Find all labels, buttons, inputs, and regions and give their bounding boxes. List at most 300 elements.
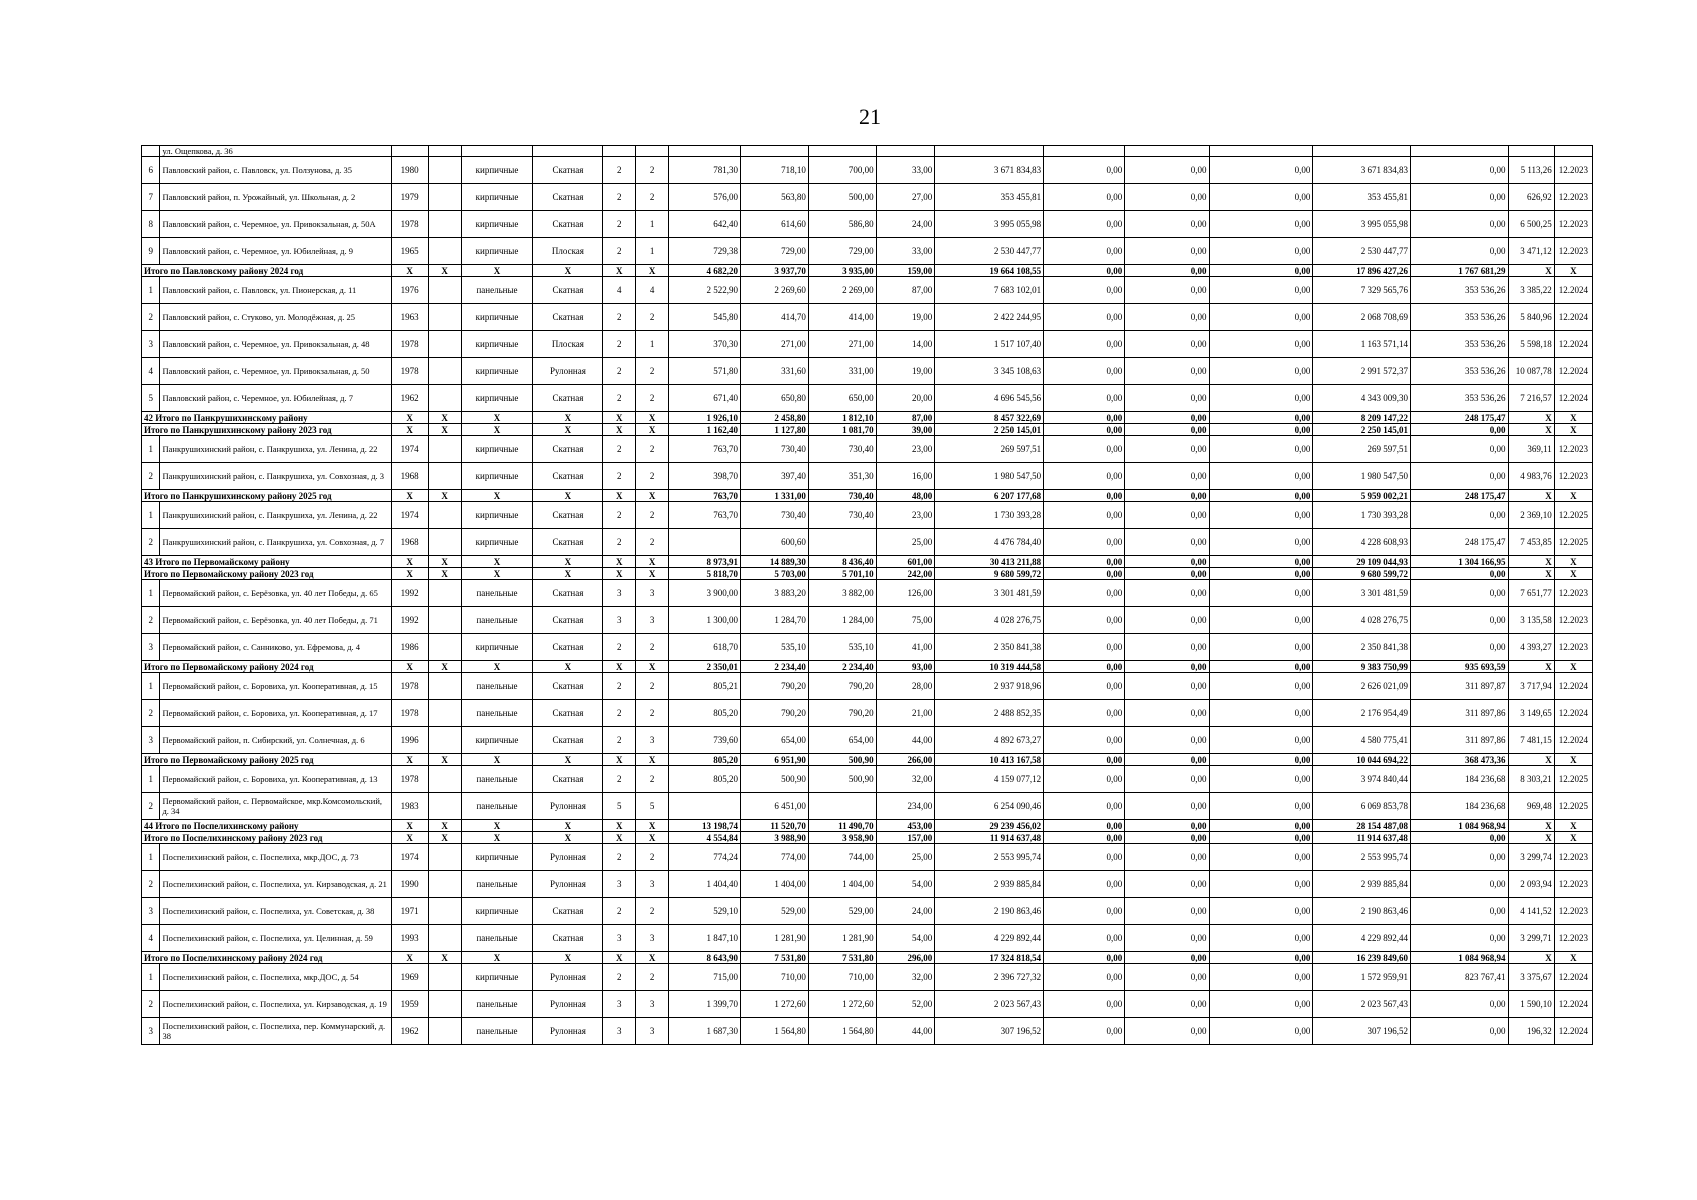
address-cell: Павловский район, с. Черемное, ул. Привокзальная, д. 50А: [160, 211, 391, 238]
cell-f3: 0,00: [1209, 385, 1313, 412]
cell-cost_total: 1 980 547,50: [935, 463, 1044, 490]
cell-entrances: 2: [636, 844, 669, 871]
cell-f5: 353 536,26: [1410, 304, 1508, 331]
cell-c3: X: [428, 952, 461, 964]
cell-cost_total: 17 324 818,54: [935, 952, 1044, 964]
cell-floors: 2: [603, 898, 636, 925]
cell-c3: [428, 898, 461, 925]
cell-cost_total: 10 319 444,58: [935, 661, 1044, 673]
cell-year: 1976: [391, 277, 428, 304]
cell-floors: X: [603, 490, 636, 502]
cell-f1: 0,00: [1044, 832, 1125, 844]
cell-f2: 0,00: [1125, 832, 1209, 844]
cell-entrances: 3: [636, 1018, 669, 1045]
cell-roof: Скатная: [533, 529, 603, 556]
cell-area_living: 790,20: [808, 673, 876, 700]
cell-roof: X: [533, 661, 603, 673]
cell-area_living: 654,00: [808, 727, 876, 754]
address-cell: Панкрушихинский район, с. Панкрушиха, ул. Совхозная, д. 3: [160, 463, 391, 490]
cell-entrances: 3: [636, 607, 669, 634]
cell-f2: 0,00: [1125, 727, 1209, 754]
cell-roof: Скатная: [533, 700, 603, 727]
cell-f5: 0,00: [1410, 424, 1508, 436]
cell-cost_total: 4 892 673,27: [935, 727, 1044, 754]
cell-entrances: 4: [636, 277, 669, 304]
cell-f3: 0,00: [1209, 844, 1313, 871]
cell-area_res: 1 272,60: [741, 991, 809, 1018]
cell-wall: панельные: [461, 871, 533, 898]
cell-year: 1978: [391, 700, 428, 727]
cell-area_living: 1 081,70: [808, 424, 876, 436]
cell-residents: 157,00: [876, 832, 935, 844]
cell-f4: 10 044 694,22: [1313, 754, 1411, 766]
cell-f1: 0,00: [1044, 952, 1125, 964]
cell-floors: 2: [603, 634, 636, 661]
cell-residents: 24,00: [876, 211, 935, 238]
cell-floors: 3: [603, 1018, 636, 1045]
cell-unit: X: [1508, 820, 1554, 832]
cell-f4: 17 896 427,26: [1313, 265, 1411, 277]
cell-f1: 0,00: [1044, 385, 1125, 412]
address-cell: ул. Ощепкова, д. 36: [160, 146, 391, 157]
empty-cell: [603, 146, 636, 157]
cell-cost_total: 2 937 918,96: [935, 673, 1044, 700]
cell-f3: 0,00: [1209, 238, 1313, 265]
cell-year: 1959: [391, 991, 428, 1018]
cell-area_res: 774,00: [741, 844, 809, 871]
cell-f5: 248 175,47: [1410, 490, 1508, 502]
cell-year: 1996: [391, 727, 428, 754]
cell-entrances: X: [636, 265, 669, 277]
cell-area_total: 805,21: [669, 673, 741, 700]
cell-cost_total: 2 250 145,01: [935, 424, 1044, 436]
cell-floors: X: [603, 661, 636, 673]
cell-cost_total: 2 396 727,32: [935, 964, 1044, 991]
empty-cell: [428, 146, 461, 157]
cell-residents: 44,00: [876, 1018, 935, 1045]
cell-year: 1965: [391, 238, 428, 265]
cell-floors: 2: [603, 304, 636, 331]
cell-entrances: 1: [636, 211, 669, 238]
cell-year: X: [391, 661, 428, 673]
cell-area_res: 790,20: [741, 673, 809, 700]
cell-wall: кирпичные: [461, 331, 533, 358]
cell-residents: 20,00: [876, 385, 935, 412]
cell-unit: 2 369,10: [1508, 502, 1554, 529]
cell-f1: 0,00: [1044, 661, 1125, 673]
cell-roof: Скатная: [533, 607, 603, 634]
cell-f4: 1 572 959,91: [1313, 964, 1411, 991]
cell-roof: Скатная: [533, 304, 603, 331]
cell-date: 12.2023: [1554, 898, 1592, 925]
cell-date: X: [1554, 754, 1592, 766]
cell-f1: 0,00: [1044, 277, 1125, 304]
cell-area_res: 718,10: [741, 157, 809, 184]
cell-f1: 0,00: [1044, 331, 1125, 358]
cell-roof: X: [533, 412, 603, 424]
cell-area_total: [669, 793, 741, 820]
cell-f1: 0,00: [1044, 412, 1125, 424]
cell-f2: 0,00: [1125, 331, 1209, 358]
cell-area_res: 1 127,80: [741, 424, 809, 436]
row-number-cell: 1: [142, 580, 160, 607]
cell-f2: 0,00: [1125, 952, 1209, 964]
cell-residents: 87,00: [876, 277, 935, 304]
total-label-cell: Итого по Павловскому району 2024 год: [142, 265, 392, 277]
cell-f1: 0,00: [1044, 871, 1125, 898]
address-cell: Первомайский район, с. Боровиха, ул. Кооперативная, д. 13: [160, 766, 391, 793]
cell-area_res: 2 269,60: [741, 277, 809, 304]
row-number-cell: [142, 146, 160, 157]
cell-f1: 0,00: [1044, 1018, 1125, 1045]
cell-wall: X: [461, 754, 533, 766]
cell-f5: 0,00: [1410, 157, 1508, 184]
cell-roof: X: [533, 424, 603, 436]
cell-f4: 4 028 276,75: [1313, 607, 1411, 634]
cell-area_total: 1 926,10: [669, 412, 741, 424]
cell-f2: 0,00: [1125, 661, 1209, 673]
table-row: [142, 463, 1593, 490]
row-number-cell: 7: [142, 184, 160, 211]
cell-f5: 311 897,86: [1410, 727, 1508, 754]
cell-cost_total: 29 239 456,02: [935, 820, 1044, 832]
cell-year: X: [391, 490, 428, 502]
cell-c3: [428, 964, 461, 991]
cell-roof: Скатная: [533, 436, 603, 463]
cell-f5: 1 767 681,29: [1410, 265, 1508, 277]
cell-cost_total: 3 345 108,63: [935, 358, 1044, 385]
cell-residents: 33,00: [876, 157, 935, 184]
cell-roof: X: [533, 754, 603, 766]
cell-date: 12.2024: [1554, 700, 1592, 727]
cell-cost_total: 7 683 102,01: [935, 277, 1044, 304]
row-number-cell: 2: [142, 871, 160, 898]
cell-area_total: 13 198,74: [669, 820, 741, 832]
cell-roof: Скатная: [533, 463, 603, 490]
cell-f2: 0,00: [1125, 991, 1209, 1018]
cell-f5: 1 304 166,95: [1410, 556, 1508, 568]
cell-floors: 2: [603, 238, 636, 265]
cell-area_res: 1 404,00: [741, 871, 809, 898]
address-cell: Павловский район, с. Черемное, ул. Юбилейная, д. 9: [160, 238, 391, 265]
cell-roof: Скатная: [533, 385, 603, 412]
cell-date: 12.2024: [1554, 1018, 1592, 1045]
cell-f3: 0,00: [1209, 157, 1313, 184]
cell-c3: X: [428, 424, 461, 436]
cell-f1: 0,00: [1044, 793, 1125, 820]
cell-f5: 1 084 968,94: [1410, 952, 1508, 964]
cell-f2: 0,00: [1125, 385, 1209, 412]
cell-entrances: 5: [636, 793, 669, 820]
cell-entrances: X: [636, 568, 669, 580]
cell-area_res: 6 951,90: [741, 754, 809, 766]
cell-area_total: 370,30: [669, 331, 741, 358]
cell-unit: 3 717,94: [1508, 673, 1554, 700]
table-row: [142, 607, 1593, 634]
cell-f4: 2 530 447,77: [1313, 238, 1411, 265]
cell-f2: 0,00: [1125, 754, 1209, 766]
cell-area_res: 2 234,40: [741, 661, 809, 673]
cell-roof: Рулонная: [533, 793, 603, 820]
cell-f2: 0,00: [1125, 184, 1209, 211]
cell-wall: кирпичные: [461, 358, 533, 385]
cell-cost_total: 4 159 077,12: [935, 766, 1044, 793]
cell-year: X: [391, 832, 428, 844]
cell-wall: X: [461, 412, 533, 424]
empty-cell: [533, 146, 603, 157]
cell-unit: 4 141,52: [1508, 898, 1554, 925]
cell-f2: 0,00: [1125, 157, 1209, 184]
cell-wall: кирпичные: [461, 898, 533, 925]
empty-cell: [1410, 146, 1508, 157]
cell-f1: 0,00: [1044, 184, 1125, 211]
cell-unit: 3 149,65: [1508, 700, 1554, 727]
row-number-cell: 1: [142, 844, 160, 871]
table-row: [142, 844, 1593, 871]
cell-date: 12.2024: [1554, 304, 1592, 331]
table-row: [142, 634, 1593, 661]
address-cell: Поспелихинский район, с. Поспелиха, ул. Кирзаводская, д. 19: [160, 991, 391, 1018]
cell-unit: 196,32: [1508, 1018, 1554, 1045]
cell-area_total: 545,80: [669, 304, 741, 331]
cell-area_living: 790,20: [808, 700, 876, 727]
row-number-cell: 3: [142, 331, 160, 358]
address-cell: Первомайский район, с. Первомайское, мкр.Комсомольский, д. 34: [160, 793, 391, 820]
cell-residents: 159,00: [876, 265, 935, 277]
cell-area_total: 1 404,40: [669, 871, 741, 898]
table-total-row: [142, 556, 1593, 568]
cell-roof: X: [533, 556, 603, 568]
cell-f4: 2 068 708,69: [1313, 304, 1411, 331]
table-row: [142, 211, 1593, 238]
address-cell: Павловский район, п. Урожайный, ул. Школьная, д. 2: [160, 184, 391, 211]
cell-entrances: 2: [636, 358, 669, 385]
cell-f1: 0,00: [1044, 211, 1125, 238]
cell-wall: панельные: [461, 991, 533, 1018]
cell-area_total: 1 300,00: [669, 607, 741, 634]
cell-date: 12.2025: [1554, 529, 1592, 556]
cell-roof: Скатная: [533, 211, 603, 238]
table-row: [142, 184, 1593, 211]
cell-f2: 0,00: [1125, 766, 1209, 793]
cell-f4: 11 914 637,48: [1313, 832, 1411, 844]
cell-cost_total: 1 517 107,40: [935, 331, 1044, 358]
cell-roof: X: [533, 820, 603, 832]
cell-residents: 25,00: [876, 844, 935, 871]
cell-f3: 0,00: [1209, 331, 1313, 358]
row-number-cell: 2: [142, 700, 160, 727]
cell-entrances: 3: [636, 580, 669, 607]
cell-wall: панельные: [461, 1018, 533, 1045]
cell-date: 12.2024: [1554, 964, 1592, 991]
cell-f2: 0,00: [1125, 424, 1209, 436]
cell-area_total: 781,30: [669, 157, 741, 184]
cell-wall: панельные: [461, 766, 533, 793]
cell-f1: 0,00: [1044, 991, 1125, 1018]
cell-cost_total: 3 671 834,83: [935, 157, 1044, 184]
cell-f5: 0,00: [1410, 871, 1508, 898]
table-row: [142, 385, 1593, 412]
cell-roof: Рулонная: [533, 964, 603, 991]
table-total-row: [142, 424, 1593, 436]
cell-f1: 0,00: [1044, 898, 1125, 925]
cell-f2: 0,00: [1125, 412, 1209, 424]
cell-f2: 0,00: [1125, 793, 1209, 820]
cell-date: 12.2025: [1554, 793, 1592, 820]
cell-year: 1968: [391, 463, 428, 490]
cell-date: 12.2024: [1554, 331, 1592, 358]
cell-area_res: 414,70: [741, 304, 809, 331]
cell-f1: 0,00: [1044, 157, 1125, 184]
cell-residents: 601,00: [876, 556, 935, 568]
cell-year: 1968: [391, 529, 428, 556]
cell-f5: 823 767,41: [1410, 964, 1508, 991]
cell-f2: 0,00: [1125, 238, 1209, 265]
total-label-cell: 43 Итого по Первомайскому району: [142, 556, 392, 568]
cell-f1: 0,00: [1044, 529, 1125, 556]
cell-entrances: 2: [636, 700, 669, 727]
cell-unit: X: [1508, 832, 1554, 844]
cell-unit: X: [1508, 424, 1554, 436]
cell-residents: 52,00: [876, 991, 935, 1018]
table-row: [142, 793, 1593, 820]
row-number-cell: 3: [142, 634, 160, 661]
cell-floors: X: [603, 820, 636, 832]
table-row: [142, 925, 1593, 952]
cell-floors: 2: [603, 766, 636, 793]
cell-f5: 353 536,26: [1410, 358, 1508, 385]
table-row: [142, 727, 1593, 754]
cell-entrances: 3: [636, 925, 669, 952]
cell-c3: X: [428, 832, 461, 844]
cell-floors: X: [603, 568, 636, 580]
cell-area_living: [808, 793, 876, 820]
cell-f1: 0,00: [1044, 580, 1125, 607]
row-number-cell: 1: [142, 766, 160, 793]
cell-f1: 0,00: [1044, 754, 1125, 766]
cell-year: 1971: [391, 898, 428, 925]
total-label-cell: Итого по Поспелихинскому району 2024 год: [142, 952, 392, 964]
cell-f1: 0,00: [1044, 502, 1125, 529]
cell-f5: 184 236,68: [1410, 766, 1508, 793]
cell-f3: 0,00: [1209, 211, 1313, 238]
cell-f2: 0,00: [1125, 568, 1209, 580]
address-cell: Поспелихинский район, с. Поспелиха, мкр.ДОС, д. 54: [160, 964, 391, 991]
cell-area_total: 763,70: [669, 436, 741, 463]
cell-residents: 234,00: [876, 793, 935, 820]
cell-f3: 0,00: [1209, 673, 1313, 700]
cell-f2: 0,00: [1125, 556, 1209, 568]
cell-wall: панельные: [461, 700, 533, 727]
row-number-cell: 2: [142, 463, 160, 490]
cell-roof: Рулонная: [533, 871, 603, 898]
cell-f4: 3 671 834,83: [1313, 157, 1411, 184]
cell-unit: 3 299,71: [1508, 925, 1554, 952]
cell-f5: 0,00: [1410, 844, 1508, 871]
cell-area_total: 4 554,84: [669, 832, 741, 844]
cell-area_res: 1 564,80: [741, 1018, 809, 1045]
cell-f3: 0,00: [1209, 607, 1313, 634]
cell-c3: [428, 1018, 461, 1045]
cell-c3: [428, 766, 461, 793]
cell-cost_total: 2 023 567,43: [935, 991, 1044, 1018]
table-row: [142, 304, 1593, 331]
cell-roof: X: [533, 490, 603, 502]
cell-year: 1978: [391, 673, 428, 700]
cell-date: 12.2023: [1554, 238, 1592, 265]
row-number-cell: 2: [142, 304, 160, 331]
cell-cost_total: 2 350 841,38: [935, 634, 1044, 661]
cell-year: 1986: [391, 634, 428, 661]
cell-c3: [428, 238, 461, 265]
cell-f4: 3 301 481,59: [1313, 580, 1411, 607]
cell-roof: Скатная: [533, 277, 603, 304]
cell-f3: 0,00: [1209, 754, 1313, 766]
cell-floors: 3: [603, 871, 636, 898]
cell-f4: 1 163 571,14: [1313, 331, 1411, 358]
cell-unit: X: [1508, 556, 1554, 568]
cell-roof: Скатная: [533, 580, 603, 607]
cell-wall: X: [461, 424, 533, 436]
table-row: [142, 277, 1593, 304]
cell-residents: 25,00: [876, 529, 935, 556]
address-cell: Павловский район, с. Стуково, ул. Молодёжная, д. 25: [160, 304, 391, 331]
table-row: [142, 157, 1593, 184]
cell-cost_total: 11 914 637,48: [935, 832, 1044, 844]
cell-unit: 3 375,67: [1508, 964, 1554, 991]
cell-year: X: [391, 820, 428, 832]
cell-entrances: 2: [636, 436, 669, 463]
cell-area_living: 730,40: [808, 490, 876, 502]
cell-date: 12.2023: [1554, 871, 1592, 898]
cell-area_living: 535,10: [808, 634, 876, 661]
cell-date: X: [1554, 556, 1592, 568]
cell-residents: 27,00: [876, 184, 935, 211]
row-number-cell: 1: [142, 502, 160, 529]
cell-wall: кирпичные: [461, 634, 533, 661]
cell-wall: панельные: [461, 607, 533, 634]
cell-year: 1980: [391, 157, 428, 184]
cell-roof: Скатная: [533, 184, 603, 211]
row-number-cell: 2: [142, 793, 160, 820]
cell-area_living: 2 269,00: [808, 277, 876, 304]
cell-floors: 2: [603, 727, 636, 754]
cell-area_living: 500,90: [808, 754, 876, 766]
total-label-cell: Итого по Первомайскому району 2023 год: [142, 568, 392, 580]
cell-f3: 0,00: [1209, 265, 1313, 277]
housing-repair-table: [141, 145, 1593, 1045]
empty-cell: [391, 146, 428, 157]
table-row: [142, 436, 1593, 463]
cell-f3: 0,00: [1209, 463, 1313, 490]
cell-f5: 0,00: [1410, 991, 1508, 1018]
cell-area_res: 271,00: [741, 331, 809, 358]
address-cell: Панкрушихинский район, с. Панкрушиха, ул. Ленина, д. 22: [160, 436, 391, 463]
cell-date: X: [1554, 661, 1592, 673]
cell-area_living: 3 958,90: [808, 832, 876, 844]
cell-area_total: 576,00: [669, 184, 741, 211]
cell-floors: X: [603, 754, 636, 766]
cell-f5: 0,00: [1410, 502, 1508, 529]
address-cell: Павловский район, с. Черемное, ул. Привокзальная, д. 50: [160, 358, 391, 385]
cell-cost_total: 2 530 447,77: [935, 238, 1044, 265]
cell-area_total: 8 973,91: [669, 556, 741, 568]
cell-residents: 266,00: [876, 754, 935, 766]
cell-area_res: 3 883,20: [741, 580, 809, 607]
cell-unit: 626,92: [1508, 184, 1554, 211]
cell-area_res: 600,60: [741, 529, 809, 556]
cell-date: 12.2024: [1554, 673, 1592, 700]
